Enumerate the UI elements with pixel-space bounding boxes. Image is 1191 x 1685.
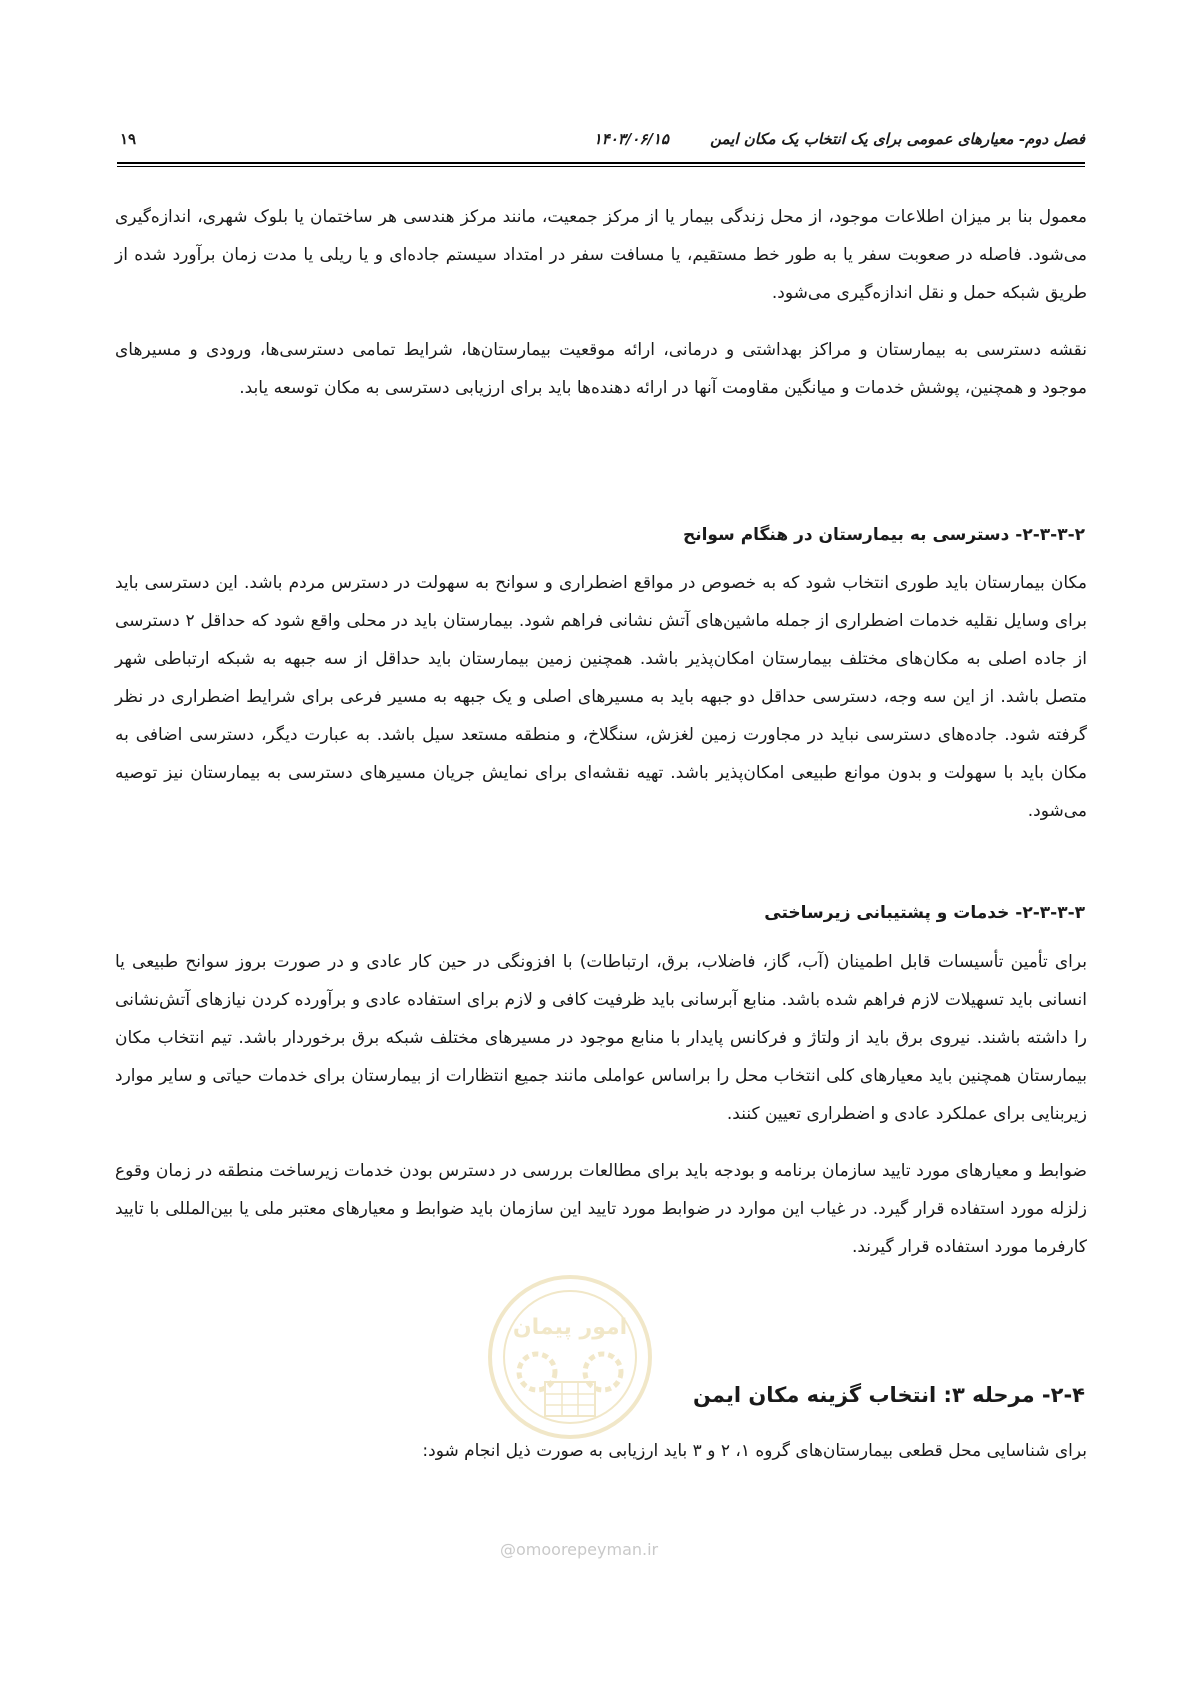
page-number: ۱۹ xyxy=(120,130,137,148)
page-header xyxy=(117,130,1085,154)
section-heading-2-3-3-2: ۲-۳-۳-۲- دسترسی به بیمارستان در هنگام سوانح xyxy=(682,525,1085,545)
paragraph-1: معمول بنا بر میزان اطلاعات موجود، از محل زندگی بیمار یا از مرکز جمعیت، مانند مرکز هندسی هر ساختمان یا بلوک شهری، اندازه‌گیری می‌شود. فاصله در صعوبت سفر یا به طور خط مستقیم، یا مسافت سفر در امتداد سیستم جاده‌ای و یا ریلی یا مدت زمان برآورد شده از طریق شبکه حمل و نقل اندازه‌گیری می‌شود. xyxy=(115,207,1087,303)
header-date: ۱۴۰۳/۰۶/۱۵ xyxy=(593,130,669,148)
watermark-url: @omoorepeyman.ir xyxy=(500,1540,659,1559)
paragraph-6: برای شناسایی محل قطعی بیمارستان‌های گروه ۱، ۲ و ۳ باید ارزیابی به صورت ذیل انجام شود: xyxy=(422,1441,1087,1461)
watermark-logo-text: امور پیمان xyxy=(512,1315,628,1340)
paragraph-4: برای تأمین تأسیسات قابل اطمینان (آب، گاز، فاضلاب، برق، ارتباطات) با افزونگی در حین کار عادی و در صورت بروز سوانح طبیعی یا انسانی باید تسهیلات لازم فراهم شده باشد. منابع آبرسانی باید ظرفیت کافی و لازم برای استفاده عادی و برآورده کردن نیازهای آتش‌نشانی را داشته باشند. نیروی برق باید از ولتاژ و فرکانس پایدار با منابع موجود در مسیرهای مختلف شبکه برق برخوردار باشد. تیم انتخاب مکان بیمارستان همچنین باید معیارهای کلی انتخاب محل را براساس عواملی مانند جمیع انتظارات از بیمارستان برای خدمات حیاتی و سایر موارد زیربنایی برای عملکرد عادی و اضطراری تعیین کنند. xyxy=(115,952,1087,1124)
header-rule-thick xyxy=(117,162,1085,164)
header-rule-thin xyxy=(117,166,1085,167)
paragraph-2: نقشه دسترسی به بیمارستان و مراکز بهداشتی و درمانی، ارائه موقعیت بیمارستان‌ها، شرایط تمامی دسترسی‌ها، ورودی و مسیرهای موجود و همچنین، پوشش خدمات و میانگین مقاومت آنها در ارائه دهنده‌ها باید برای ارزیابی دسترسی به مکان توسعه یابد. xyxy=(115,340,1087,398)
section-heading-2-4: ۲-۴- مرحله ۳: انتخاب گزینه مکان ایمن xyxy=(692,1383,1085,1407)
watermark-logo-icon xyxy=(485,1272,655,1442)
paragraph-3: مکان بیمارستان باید طوری انتخاب شود که به خصوص در مواقع اضطراری و سوانح به سهولت در دسترس مردم باشد. این دسترسی باید برای وسایل نقلیه خدمات اضطراری از جمله ماشین‌های آتش نشانی فراهم شود. بیمارستان باید در محلی واقع شود که حداقل ۲ دسترسی از جاده اصلی به مکان‌های مختلف بیمارستان امکان‌پذیر باشد. همچنین زمین بیمارستان باید حداقل از سه جبهه به شبکه ارتباطی شهر متصل باشد. از این سه وجه، دسترسی حداقل دو جبهه باید به مسیرهای اصلی و یک جبهه به مسیر فرعی برای شرایط اضطراری در نظر گرفته شود. جاده‌های دسترسی نباید در مجاورت زمین لغزش، سنگلاخ، و منطقه مستعد سیل باشد. به عبارت دیگر، دسترسی اضافی به مکان باید با سهولت و بدون موانع طبیعی امکان‌پذیر باشد. تهیه نقشه‌ای برای نمایش جریان مسیرهای دسترسی به بیمارستان نیز توصیه می‌شود. xyxy=(115,573,1087,821)
chapter-title: فصل دوم- معیارهای عمومی برای یک انتخاب یک مکان ایمن xyxy=(710,130,1085,148)
paragraph-5: ضوابط و معیارهای مورد تایید سازمان برنامه و بودجه باید برای مطالعات بررسی در دسترس بودن خدمات زیرساخت منطقه در زمان وقوع زلزله مورد استفاده قرار گیرد. در غیاب این موارد در ضوابط مورد تایید این سازمان باید ضوابط و معیارهای معتبر ملی یا بین‌المللی با تایید کارفرما مورد استفاده قرار گیرند. xyxy=(115,1161,1087,1257)
section-heading-2-3-3-3: ۲-۳-۳-۳- خدمات و پشتیبانی زیرساختی xyxy=(764,903,1085,923)
